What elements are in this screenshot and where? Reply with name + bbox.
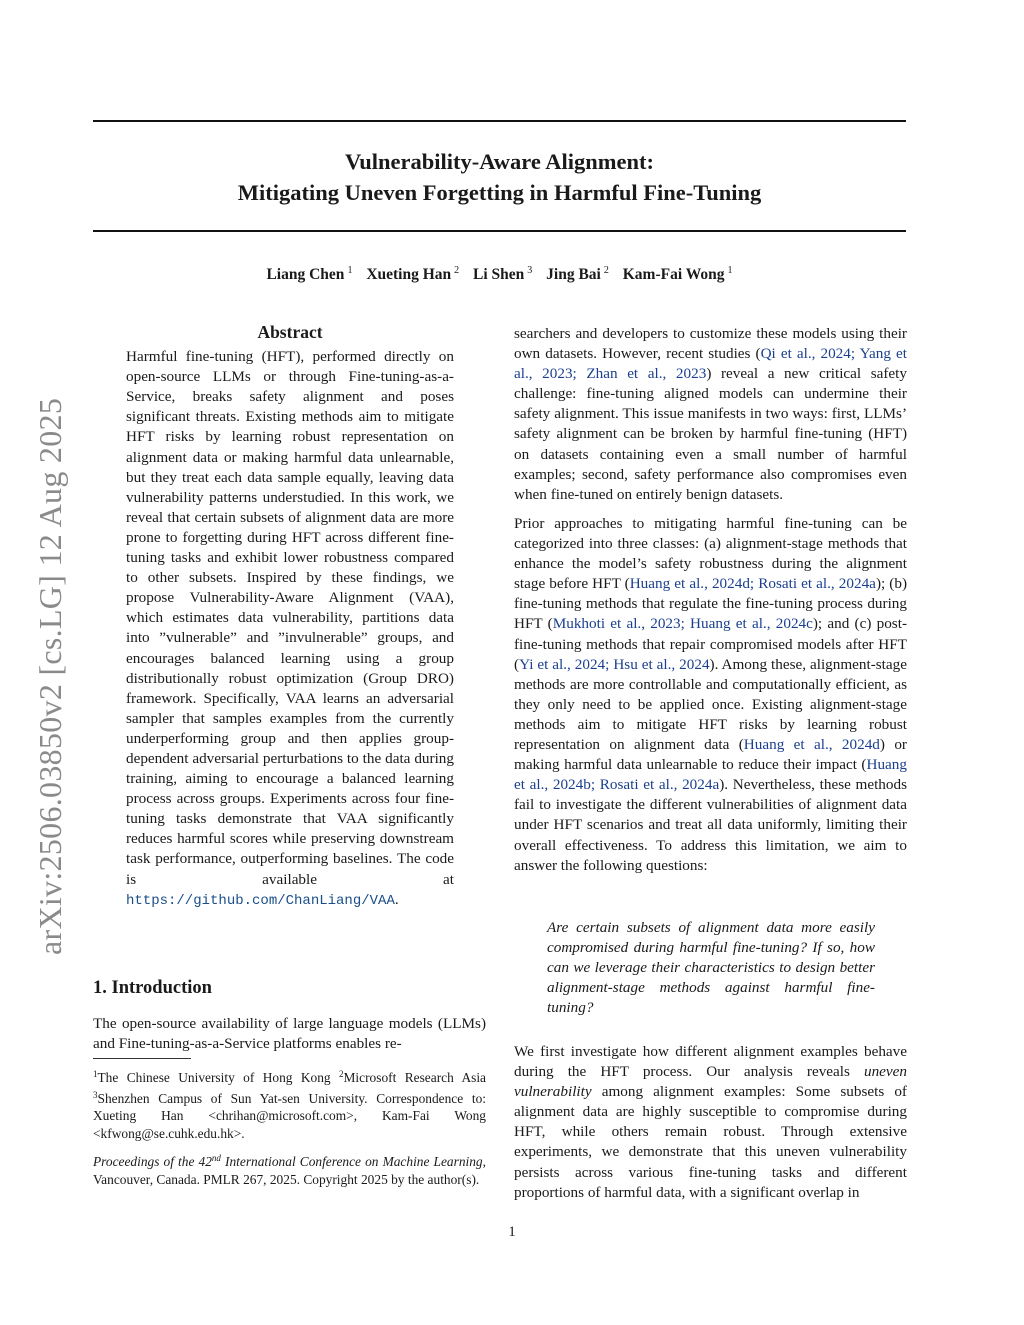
author-affiliation: 1 bbox=[727, 265, 733, 276]
body-text: among alignment examples: Some subsets of alignment data are highly susceptible to compromise during HFT, while others remain robust. Through extensive experiments, we demonstrate that this uneven vulnerability persists across various fine-tuning tasks and different proportions of harmful data, with a significant overlap in bbox=[514, 1083, 907, 1201]
abstract-heading: Abstract bbox=[257, 322, 323, 342]
abstract bbox=[126, 322, 454, 911]
footnote-rule bbox=[93, 1058, 191, 1059]
citation-link[interactable]: Qi et al., 2024; Yang et al., 2023; Zhan et al., 2023 bbox=[514, 345, 907, 383]
emphasis-text: uneven vulnerability bbox=[514, 1063, 907, 1101]
paper-title bbox=[93, 146, 906, 208]
abstract-end: . bbox=[394, 890, 399, 908]
body-text: Prior approaches to mitigating harmful fine-tuning can be categorized into three classes: (a) alignment-stage methods that enhance the model’s safety robustness during the alignment stage before HFT ( bbox=[514, 515, 907, 593]
author-name: Jing Bai bbox=[546, 266, 601, 283]
prior-approaches-paragraph bbox=[514, 514, 907, 876]
footnote-marker: 1 bbox=[93, 1069, 98, 1079]
author-name: Liang Chen bbox=[266, 266, 345, 283]
arxiv-identifier-stamp: arXiv:2506.03850v2 [cs.LG] 12 Aug 2025 bbox=[32, 397, 68, 955]
citation-link[interactable]: Mukhoti et al., 2023; Huang et al., 2024c bbox=[552, 615, 813, 633]
footnote-text: Shenzhen Campus of Sun Yat-sen University. Correspondence to: Xueting Han <chrihan@microsoft.com>, Kam-Fai Wong <kfwong@se.cuhk.edu.hk>. bbox=[93, 1090, 486, 1141]
body-text: ). Nevertheless, these methods fail to investigate the different vulnerabilities of alignment data under HFT scenarios and treat all data uniformly, limiting their overall effectiveness. To address this limitation, we aim to answer the following questions: bbox=[514, 776, 907, 874]
author-affiliation: 2 bbox=[603, 265, 609, 276]
proceedings-conference: International Conference on Machine Learning bbox=[220, 1154, 483, 1169]
citation-link[interactable]: Huang et al., 2024d; Rosati et al., 2024a bbox=[629, 575, 876, 593]
abstract-body: Harmful fine-tuning (HFT), performed directly on open-source LLMs or through Fine-tuning-as-a-Service, breaks safety alignment and poses significant threats. Existing methods aim to mitigate HFT risks by learning robust representation on alignment data or making harmful data unlearnable, but they treat each data sample equally, leaving data vulnerability patterns understudied. In this work, we reveal that certain subsets of alignment data are more prone to forgetting during HFT across different fine-tuning tasks and exhibit lower robustness compared to other subsets. Inspired by these findings, we propose Vulnerability-Aware Alignment (VAA), which estimates data vulnerability, partitions data into ”vulnerable” and ”invulnerable” groups, and encourages balanced learning using a group distributionally robust optimization (Group DRO) framework. Specifically, VAA learns an adversarial sampler that samples examples from the currently underperforming group and then applies group-dependent adversarial perturbations to the data during training, aiming to encourage a balanced learning process across groups. Experiments across four fine-tuning tasks demonstrate that VAA significantly reduces harmful scores while preserving downstream task performance, outperforming baselines. The code is available at bbox=[126, 348, 454, 888]
proceedings-note bbox=[93, 1150, 486, 1188]
author bbox=[366, 265, 459, 284]
research-question: Are certain subsets of alignment data more easily compromised during harmful fine-tuning? If so, how can we leverage their characteristics to design better alignment-stage methods against harmful fine-tuning? bbox=[547, 919, 875, 1017]
proceedings-number: 42 bbox=[198, 1154, 212, 1169]
body-text: ) or making harmful data unlearnable to reduce their impact ( bbox=[514, 736, 907, 774]
footnote-text: Microsoft Research Asia bbox=[343, 1070, 486, 1085]
citation-link[interactable]: Huang et al., 2024d bbox=[743, 736, 880, 754]
author-affiliation: 2 bbox=[454, 265, 460, 276]
body-text: searchers and developers to customize these models using their own datasets. However, recent studies ( bbox=[514, 325, 907, 363]
author-name: Kam-Fai Wong bbox=[622, 266, 725, 283]
code-link[interactable]: https://github.com/ChanLiang/VAA bbox=[126, 892, 395, 909]
title-line-1: Vulnerability-Aware Alignment: bbox=[345, 149, 654, 174]
author-list bbox=[93, 265, 906, 284]
author bbox=[546, 265, 609, 284]
body-text: ). Among these, alignment-stage methods are more controllable and computationally efficient, as they only need to be applied once. Existing alignment-stage methods aim to mitigate HFT risks by learning robust representation on alignment data ( bbox=[514, 655, 907, 754]
author bbox=[266, 265, 352, 284]
investigation-paragraph bbox=[514, 1042, 907, 1203]
author-affiliation: 3 bbox=[527, 265, 533, 276]
title-line-2: Mitigating Uneven Forgetting in Harmful Fine-Tuning bbox=[237, 180, 762, 205]
author-affiliation: 1 bbox=[347, 265, 353, 276]
proceedings-ordinal: nd bbox=[211, 1153, 221, 1163]
citation-link[interactable]: Yi et al., 2024; Hsu et al., 2024 bbox=[519, 655, 710, 673]
footnote-marker: 2 bbox=[339, 1069, 344, 1079]
author-name: Xueting Han bbox=[366, 266, 452, 283]
body-text: ); and (c) post-fine-tuning methods that repair compromised models after HFT ( bbox=[514, 615, 907, 673]
intro-paragraph-continued bbox=[514, 324, 907, 505]
footnote-text: The Chinese University of Hong Kong bbox=[97, 1070, 340, 1085]
citation-link[interactable]: Huang et al., 2024b; Rosati et al., 2024a bbox=[514, 756, 907, 794]
title-bottom-rule bbox=[93, 230, 906, 232]
proceedings-rest: , Vancouver, Canada. PMLR 267, 2025. Copyright 2025 by the author(s). bbox=[93, 1154, 486, 1187]
title-top-rule bbox=[93, 120, 906, 122]
body-text: ) reveal a new critical safety challenge: fine-tuning aligned models can undermine their safety alignment. This issue manifests in two ways: first, LLMs’ safety alignment can be broken by harmful fine-tuning (HFT) on datasets containing even a small number of harmful examples; second, safety performance also compromises even when fine-tuned on entirely benign datasets. bbox=[514, 365, 907, 503]
introduction-heading: 1. Introduction bbox=[93, 978, 212, 998]
footnote-marker: 3 bbox=[93, 1089, 98, 1100]
author-name: Li Shen bbox=[473, 266, 525, 283]
body-text: We first investigate how different alignment examples behave during the HFT process. Our analysis reveals bbox=[514, 1043, 907, 1081]
page-number: 1 bbox=[508, 1224, 516, 1240]
author bbox=[473, 265, 532, 284]
author bbox=[623, 265, 733, 284]
body-text: ); (b) fine-tuning methods that regulate the fine-tuning process during HFT ( bbox=[514, 575, 908, 633]
abstract-text bbox=[126, 347, 454, 911]
proceedings-prefix: Proceedings of the bbox=[93, 1154, 199, 1169]
affiliation-footnote bbox=[93, 1066, 486, 1142]
introduction-paragraph: The open-source availability of large language models (LLMs) and Fine-tuning-as-a-Service platforms enables re- bbox=[93, 1015, 486, 1053]
